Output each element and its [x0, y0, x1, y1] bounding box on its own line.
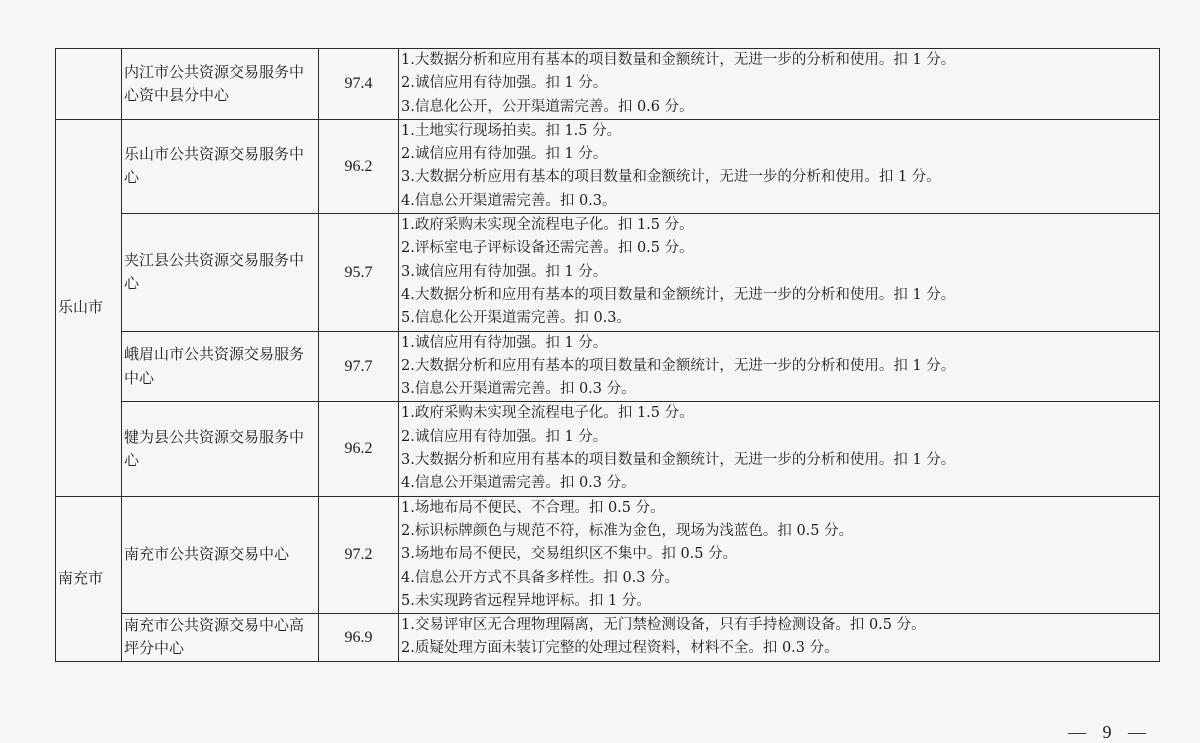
center-name-cell	[122, 119, 319, 213]
center-name: 内江市公共资源交易服务中心资中县分中心	[124, 62, 305, 104]
deduction-item: 1.土地实行现场拍卖。扣 1.5 分。	[401, 122, 622, 139]
deduction-item: 2.诚信应用有待加强。扣 1 分。	[401, 146, 608, 163]
table-row	[56, 214, 1160, 331]
deduction-items-cell	[399, 331, 1160, 402]
center-name: 夹江县公共资源交易服务中心	[124, 251, 305, 293]
score-value: 97.2	[344, 546, 373, 564]
deduction-item: 1.场地布局不便民、不合理。扣 0.5 分。	[401, 499, 665, 516]
deduction-item: 3.信息公开渠道需完善。扣 0.3 分。	[401, 381, 636, 398]
score-cell	[319, 402, 399, 496]
deduction-item: 1.交易评审区无合理物理隔离，无门禁检测设备，只有手持检测设备。扣 0.5 分。	[401, 617, 926, 634]
table-row	[56, 331, 1160, 402]
deduction-items-cell	[399, 614, 1160, 662]
deduction-item: 4.大数据分析和应用有基本的项目数量和金额统计，无进一步的分析和使用。扣 1 分。	[401, 286, 956, 303]
deduction-item: 3.大数据分析应用有基本的项目数量和金额统计，无进一步的分析和使用。扣 1 分。	[401, 169, 941, 186]
center-name: 南充市公共资源交易中心	[124, 545, 290, 564]
city-name: 南充市	[58, 569, 104, 588]
deduction-item: 3.信息化公开，公开渠道需完善。扣 0.6 分。	[401, 98, 694, 115]
score-value: 96.2	[344, 440, 373, 458]
page-number: — 9 —	[1068, 722, 1152, 742]
city-cell	[56, 119, 122, 496]
table-row	[56, 402, 1160, 496]
deduction-item: 4.信息公开渠道需完善。扣 0.3 分。	[401, 475, 636, 492]
center-name-cell	[122, 214, 319, 331]
center-name: 犍为县公共资源交易服务中心	[124, 427, 305, 470]
deduction-item: 2.诚信应用有待加强。扣 1 分。	[401, 75, 608, 92]
center-name-cell	[122, 614, 319, 662]
score-cell	[319, 614, 399, 662]
deduction-item: 1.诚信应用有待加强。扣 1 分。	[401, 334, 608, 351]
center-name-cell	[122, 402, 319, 496]
score-value: 97.4	[344, 75, 373, 93]
deduction-items-cell	[399, 119, 1160, 213]
deduction-item: 2.大数据分析和应用有基本的项目数量和金额统计，无进一步的分析和使用。扣 1 分。	[401, 357, 956, 374]
deduction-item: 5.信息化公开渠道需完善。扣 0.3。	[401, 310, 632, 327]
city-cell	[56, 496, 122, 661]
table-row	[56, 614, 1160, 662]
deduction-item: 2.评标室电子评标设备还需完善。扣 0.5 分。	[401, 240, 694, 257]
deduction-items-cell	[399, 49, 1160, 120]
deduction-items-cell	[399, 214, 1160, 331]
city-name: 乐山市	[58, 298, 104, 317]
deduction-item: 5.未实现跨省远程异地评标。扣 1 分。	[401, 592, 651, 609]
table-row	[56, 496, 1160, 613]
deduction-item: 1.政府采购未实现全流程电子化。扣 1.5 分。	[401, 217, 694, 234]
deduction-item: 2.标识标牌颜色与规范不符，标准为金色，现场为浅蓝色。扣 0.5 分。	[401, 522, 854, 539]
center-name: 峨眉山市公共资源交易服务中心	[124, 345, 305, 387]
score-cell	[319, 331, 399, 402]
deduction-item: 2.质疑处理方面未装订完整的处理过程资料，材料不全。扣 0.3 分。	[401, 640, 839, 657]
score-cell	[319, 119, 399, 213]
score-value: 96.9	[344, 628, 373, 646]
center-name-cell	[122, 331, 319, 402]
city-cell-empty	[56, 49, 122, 120]
center-name-cell	[122, 49, 319, 120]
table-row	[56, 119, 1160, 213]
score-value: 95.7	[344, 263, 373, 281]
deduction-item: 4.信息公开方式不具备多样性。扣 0.3 分。	[401, 569, 680, 586]
deduction-item: 3.诚信应用有待加强。扣 1 分。	[401, 263, 608, 280]
deduction-item: 3.大数据分析和应用有基本的项目数量和金额统计，无进一步的分析和使用。扣 1 分。	[401, 452, 956, 469]
score-cell	[319, 49, 399, 120]
deduction-item: 4.信息公开渠道需完善。扣 0.3。	[401, 192, 617, 209]
deduction-item: 2.诚信应用有待加强。扣 1 分。	[401, 428, 608, 445]
table-row	[56, 49, 1160, 120]
deduction-items-cell	[399, 402, 1160, 496]
deduction-item: 1.政府采购未实现全流程电子化。扣 1.5 分。	[401, 405, 694, 422]
evaluation-table	[55, 48, 1160, 662]
deduction-item: 3.场地布局不便民，交易组织区不集中。扣 0.5 分。	[401, 546, 738, 563]
score-cell	[319, 214, 399, 331]
deduction-item: 1.大数据分析和应用有基本的项目数量和金额统计，无进一步的分析和使用。扣 1 分。	[401, 52, 956, 68]
center-name: 乐山市公共资源交易服务中心	[124, 145, 305, 187]
deduction-items-cell	[399, 496, 1160, 613]
score-value: 97.7	[344, 357, 373, 375]
score-value: 96.2	[344, 157, 373, 175]
score-cell	[319, 496, 399, 613]
center-name-cell	[122, 496, 319, 613]
center-name: 南充市公共资源交易中心高坪分中心	[124, 616, 305, 658]
